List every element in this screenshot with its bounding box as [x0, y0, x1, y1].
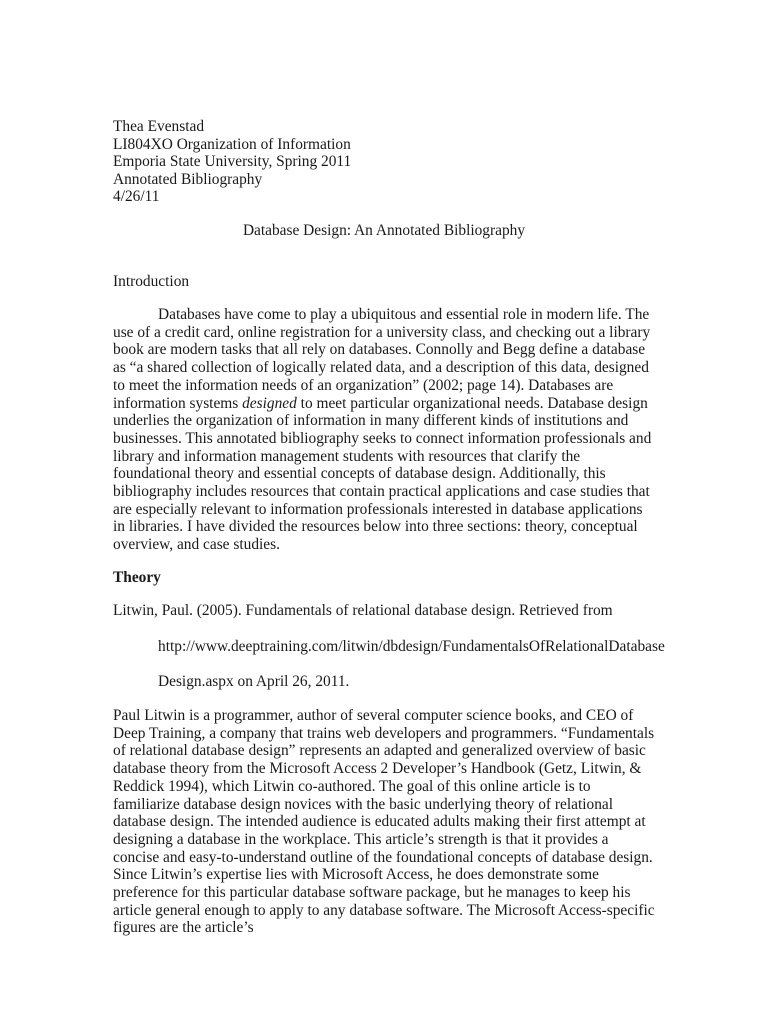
annotation-paragraph [113, 707, 658, 937]
course-name: LI804XO Organization of Information [113, 136, 351, 153]
school-term: Emporia State University, Spring 2011 [113, 153, 352, 170]
author-name: Thea Evenstad [113, 118, 205, 135]
document-date: 4/26/11 [113, 188, 160, 205]
intro-emphasis: designed [242, 394, 297, 412]
assignment-type: Annotated Bibliography [113, 171, 263, 188]
intro-text-b: to meet particular organizational needs. Database design underlies the organization of information in many different kinds of institutions and businesses. This annotated bibliography seeks to connect information professionals and library and information management students with resources that clarify the foundational theory and essential concepts of database design. Additionally, this bibliography includes resources that contain practical applications and case studies that are especially relevant to information professionals interested in database applications in libraries. I have divided the resources below into three sections: theory, conceptual overview, and case studies. [113, 394, 652, 554]
introduction-heading: Introduction [113, 273, 190, 290]
citation-url: http://www.deeptraining.com/litwin/dbdesign/FundamentalsOfRelationalDatabase [158, 638, 665, 655]
intro-text-a: Databases have come to play a ubiquitous and essential role in modern life. The use of a credit card, online registration for a university class, and checking out a library book are modern tasks that all rely on databases. Connolly and Begg define a database as “a shared collection of logically related data, and a description of this data, designed to meet the information needs of an organization” (2002; page 14). Databases are information systems [113, 306, 651, 412]
introduction-paragraph [113, 306, 658, 554]
annotation-text: Paul Litwin is a programmer, author of several computer science books, and CEO of Deep Training, a company that trains web developers and programmers. “Fundamentals of relational database design” represents an adapted and generalized overview of basic database theory from the Microsoft Access 2 Developer’s Handbook (Getz, Litwin, & Reddick 1994), which Litwin co-authored. The goal of this online article is to familiarize database design novices with the basic underlying theory of relational database design. The intended audience is educated adults making their first attempt at designing a database in the workplace. This article’s strength is that it provides a concise and easy-to-understand outline of the foundational concepts of database design. Since Litwin’s expertise lies with Microsoft Access, he does demonstrate some preference for this particular database software package, but he manages to keep his article general enough to apply to any database software. The Microsoft Access-specific figures are the article’s [113, 707, 655, 937]
theory-heading: Theory [113, 569, 161, 586]
document-title: Database Design: An Annotated Bibliography [242, 222, 526, 239]
citation-line-3: Design.aspx on April 26, 2011. [158, 673, 350, 690]
citation-line-1: Litwin, Paul. (2005). Fundamentals of relational database design. Retrieved from [113, 602, 613, 619]
